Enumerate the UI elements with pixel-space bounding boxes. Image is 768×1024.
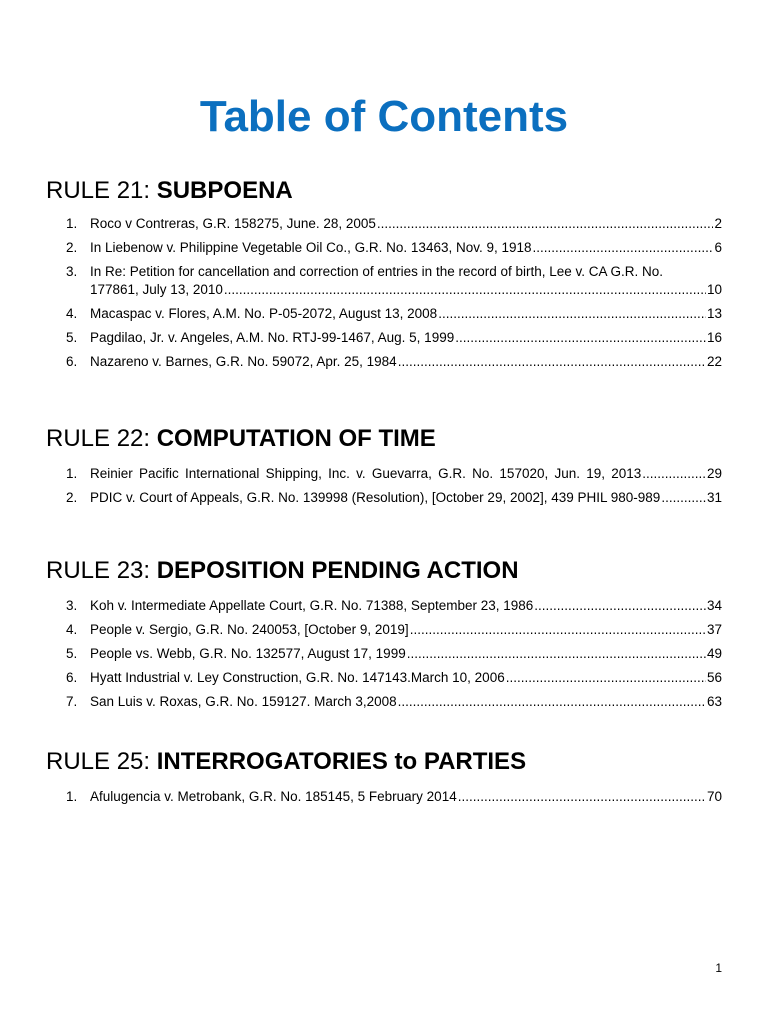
dot-leader: [455, 329, 706, 347]
rule-name: COMPUTATION OF TIME: [156, 425, 436, 452]
rule-heading: [46, 556, 722, 586]
section-rule-25: [46, 747, 722, 806]
entry-number: 1.: [66, 466, 78, 481]
dot-leader: [407, 645, 706, 663]
toc-entry[interactable]: [46, 621, 722, 639]
entry-number: 4.: [66, 622, 78, 637]
rule-name: INTERROGATORIES to PARTIES: [156, 748, 527, 775]
entry-number: 1.: [66, 216, 78, 231]
toc-entry[interactable]: [46, 353, 722, 371]
rule-label: RULE 22:: [46, 425, 157, 452]
entry-title: People vs. Webb, G.R. No. 132577, August 17, 1999: [90, 646, 406, 661]
section-rule-21: [46, 176, 722, 371]
entry-number: 6.: [66, 670, 78, 685]
dot-leader: [377, 215, 714, 233]
entry-title: Nazareno v. Barnes, G.R. No. 59072, Apr. 25, 1984: [90, 354, 397, 369]
entry-page-number: 29: [706, 466, 722, 481]
entry-page-number: 63: [706, 694, 722, 709]
toc-entry[interactable]: [46, 239, 722, 257]
dot-leader: [661, 489, 706, 507]
rule-label: RULE 23:: [46, 557, 157, 584]
toc-entry[interactable]: [46, 489, 722, 507]
dot-leader: [506, 669, 706, 687]
toc-entry[interactable]: [46, 597, 722, 615]
dot-leader: [458, 788, 706, 806]
dot-leader: [224, 281, 706, 299]
entry-number: 2.: [66, 240, 78, 255]
toc-entry[interactable]: [46, 788, 722, 806]
entry-page-number: 49: [706, 646, 722, 661]
toc-entry[interactable]: [46, 645, 722, 663]
toc-list: [46, 215, 722, 371]
rule-name: SUBPOENA: [156, 177, 293, 204]
entry-page-number: 2: [714, 216, 722, 231]
toc-list: [46, 465, 722, 507]
page-title: Table of Contents: [199, 92, 569, 141]
entry-title: In Liebenow v. Philippine Vegetable Oil Co., G.R. No. 13463, Nov. 9, 1918: [90, 240, 532, 255]
dot-leader: [410, 621, 706, 639]
entry-number: 3.: [66, 598, 78, 613]
entry-page-number: 22: [706, 354, 722, 369]
dot-leader: [642, 465, 706, 483]
rule-heading: [46, 747, 722, 777]
entry-number: 5.: [66, 330, 78, 345]
entry-page-number: 70: [706, 789, 722, 804]
entry-page-number: 6: [714, 240, 722, 255]
entry-page-number: 13: [706, 306, 722, 321]
toc-list: [46, 597, 722, 711]
rule-label: RULE 21:: [46, 177, 157, 204]
entry-title: People v. Sergio, G.R. No. 240053, [October 9, 2019]: [90, 622, 409, 637]
entry-title: Reinier Pacific International Shipping, Inc. v. Guevarra, G.R. No. 157020, Jun. 19, 2013: [90, 466, 642, 481]
entry-number: 1.: [66, 789, 78, 804]
toc-entry[interactable]: [46, 215, 722, 233]
entry-title: San Luis v. Roxas, G.R. No. 159127. March 3,2008: [90, 694, 397, 709]
entry-number: 4.: [66, 306, 78, 321]
toc-entry[interactable]: [46, 329, 722, 347]
dot-leader: [438, 305, 706, 323]
entry-title: PDIC v. Court of Appeals, G.R. No. 139998 (Resolution), [October 29, 2002], 439 PHIL 980-989: [90, 490, 661, 505]
toc-entry[interactable]: [46, 263, 722, 299]
entry-number: 2.: [66, 490, 78, 505]
toc-entry[interactable]: [46, 669, 722, 687]
entry-title: Afulugencia v. Metrobank, G.R. No. 185145, 5 February 2014: [90, 789, 457, 804]
section-rule-23: [46, 556, 722, 711]
footer-page-number: 1: [715, 961, 722, 975]
entry-title: Roco v Contreras, G.R. 158275, June. 28, 2005: [90, 216, 376, 231]
entry-page-number: 37: [706, 622, 722, 637]
entry-title-line2: 177861, July 13, 2010: [90, 282, 223, 297]
entry-title: Macaspac v. Flores, A.M. No. P-05-2072, August 13, 2008: [90, 306, 438, 321]
entry-page-number: 16: [706, 330, 722, 345]
toc-entry[interactable]: [46, 305, 722, 323]
dot-leader: [398, 353, 706, 371]
toc-entry[interactable]: [46, 465, 722, 483]
dot-leader: [533, 239, 714, 257]
toc-list: [46, 788, 722, 806]
dot-leader: [534, 597, 706, 615]
toc-entry[interactable]: [46, 693, 722, 711]
entry-title-line1: In Re: Petition for cancellation and correction of entries in the record of birth, Lee v. CA G.R. No.: [90, 264, 664, 279]
entry-page-number: 31: [706, 490, 722, 505]
entry-title: Pagdilao, Jr. v. Angeles, A.M. No. RTJ-99-1467, Aug. 5, 1999: [90, 330, 455, 345]
entry-page-number: 56: [706, 670, 722, 685]
entry-number: 6.: [66, 354, 78, 369]
entry-page-number: 10: [706, 282, 722, 297]
section-rule-22: [46, 424, 722, 507]
rule-name: DEPOSITION PENDING ACTION: [156, 557, 519, 584]
entry-title: Koh v. Intermediate Appellate Court, G.R. No. 71388, September 23, 1986: [90, 598, 534, 613]
rule-heading: [46, 176, 722, 206]
entry-page-number: 34: [706, 598, 722, 613]
rule-label: RULE 25:: [46, 748, 157, 775]
dot-leader: [398, 693, 706, 711]
entry-title: Hyatt Industrial v. Ley Construction, G.R. No. 147143.March 10, 2006: [90, 670, 505, 685]
entry-number: 7.: [66, 694, 78, 709]
entry-number: 5.: [66, 646, 78, 661]
rule-heading: [46, 424, 722, 454]
entry-number: 3.: [66, 264, 78, 279]
